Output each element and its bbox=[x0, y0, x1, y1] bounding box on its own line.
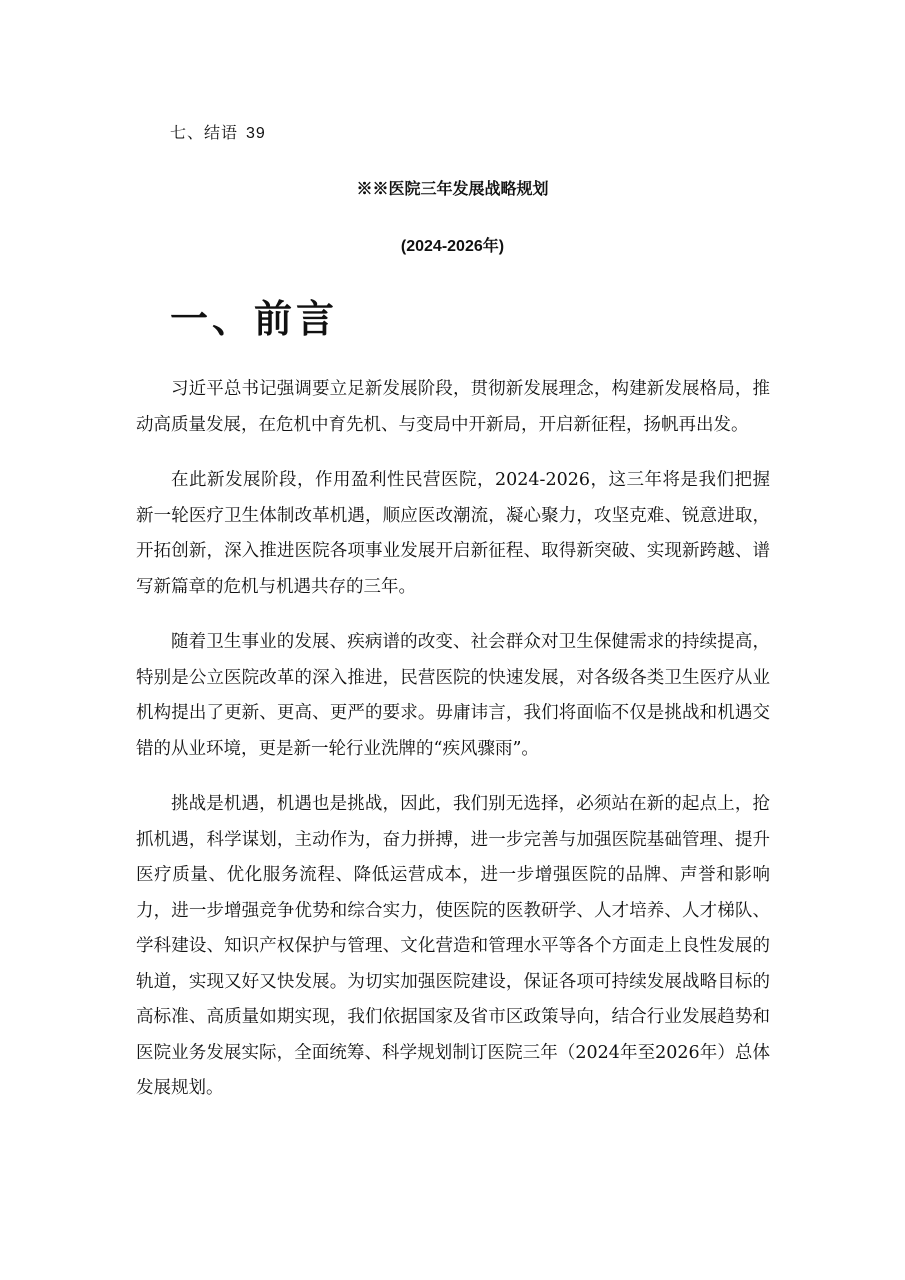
toc-entry-page-number: 39 bbox=[246, 125, 266, 142]
paragraph: 在此新发展阶段，作用盈利性民营医院，2024-2026，这三年将是我们把握新一轮医疗卫生体制改革机遇，顺应医改潮流，凝心聚力，攻坚克难、锐意进取，开拓创新，深入推进医院各项事业发展开启新征程、取得新突破、实现新跨越、谱写新篇章的危机与机遇共存的三年。 bbox=[136, 470, 770, 597]
paragraph: 习近平总书记强调要立足新发展阶段，贯彻新发展理念，构建新发展格局，推动高质量发展，在危机中育先机、与变局中开新局，开启新征程，扬帆再出发。 bbox=[136, 379, 770, 435]
toc-entry-label: 七、结语 bbox=[170, 123, 239, 142]
document-subtitle: (2024-2026年) bbox=[400, 238, 505, 255]
toc-entry bbox=[170, 120, 266, 143]
section-body bbox=[136, 372, 770, 1127]
paragraph: 挑战是机遇，机遇也是挑战，因此，我们别无选择，必须站在新的起点上，抢抓机遇，科学谋划，主动作为，奋力拼搏，进一步完善与加强医院基础管理、提升医疗质量、优化服务流程、降低运营成本，进一步增强医院的品牌、声誉和影响力，进一步增强竞争优势和综合实力，使医院的医教研学、人才培养、人才梯队、学科建设、知识产权保护与管理、文化营造和管理水平等各个方面走上良性发展的轨道，实现又好又快发展。为切实加强医院建设，保证各项可持续发展战略目标的高标准、高质量如期实现，我们依据国家及省市区政策导向，结合行业发展趋势和医院业务发展实际，全面统筹、科学规划制订医院三年（2024年至2026年）总体发展规划。 bbox=[136, 794, 770, 1098]
section-heading: 一、前言 bbox=[170, 296, 339, 341]
document-title: ※※医院三年发展战略规划 bbox=[356, 179, 549, 198]
paragraph: 随着卫生事业的发展、疾病谱的改变、社会群众对卫生保健需求的持续提高，特别是公立医院改革的深入推进，民营医院的快速发展，对各级各类卫生医疗从业机构提出了更新、更高、更严的要求。毋庸讳言，我们将面临不仅是挑战和机遇交错的从业环境，更是新一轮行业洗牌的“疾风骤雨”。 bbox=[136, 632, 770, 759]
